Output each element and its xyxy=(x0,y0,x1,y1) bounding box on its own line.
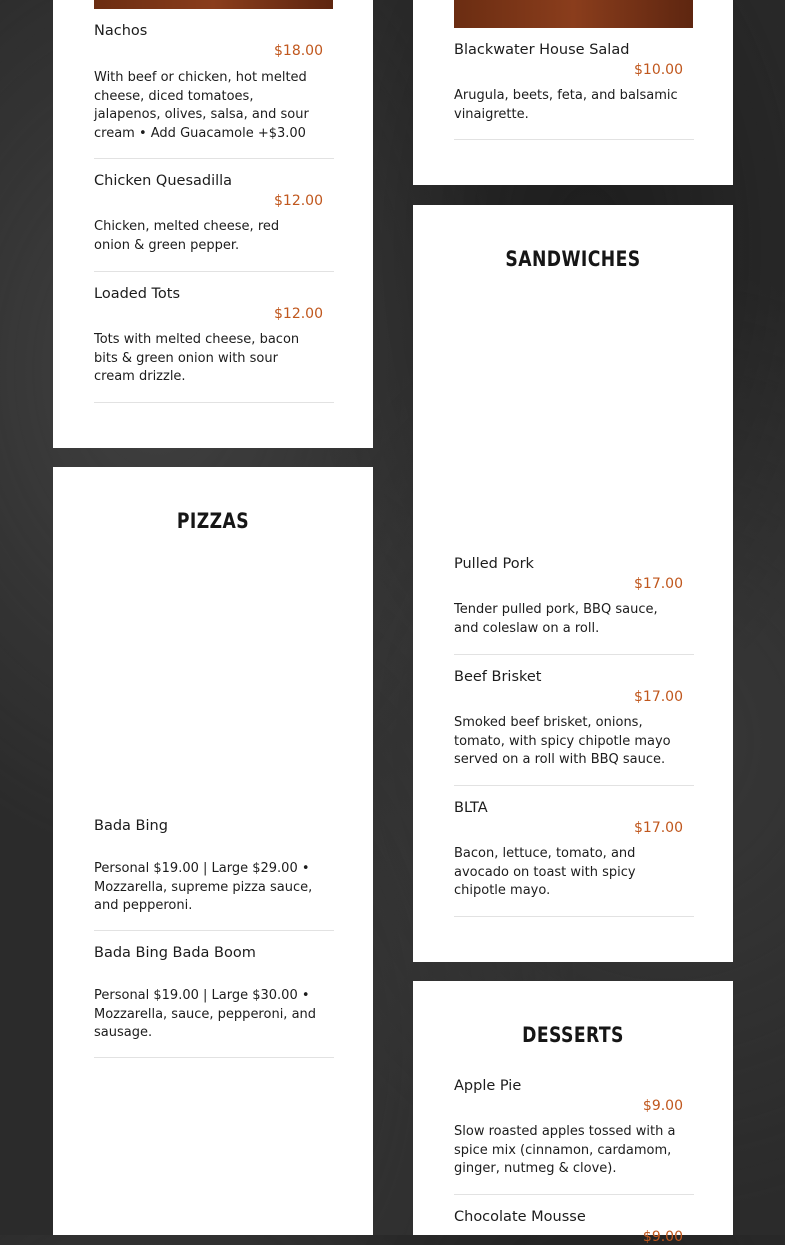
item-price: $12.00 xyxy=(274,306,323,322)
section-title: PIZZAS xyxy=(176,509,250,533)
item-description: Arugula, beets, feta, and balsamic vinaigrette. xyxy=(454,88,678,122)
item-divider xyxy=(94,1057,334,1058)
item-price: $10.00 xyxy=(634,62,683,78)
item-price: $17.00 xyxy=(634,689,683,705)
item-name: Nachos xyxy=(94,23,148,39)
sandwiches-card xyxy=(413,205,733,962)
item-description: Tender pulled pork, BBQ sauce, and coleslaw on a roll. xyxy=(454,602,658,636)
item-price: $17.00 xyxy=(634,820,683,836)
appetizers-card xyxy=(53,0,373,448)
pizzas-card xyxy=(53,467,373,1235)
section-title: SANDWICHES xyxy=(505,247,641,271)
item-description: Chicken, melted cheese, red onion & green pepper. xyxy=(94,219,280,253)
item-divider xyxy=(454,916,694,917)
item-price: $9.00 xyxy=(642,1098,683,1114)
item-description: Slow roasted apples tossed with a spice mix (cinnamon, cardamom, ginger, nutmeg & clove). xyxy=(454,1124,676,1176)
item-divider xyxy=(94,402,334,403)
desserts-card xyxy=(413,981,733,1245)
item-name: Apple Pie xyxy=(454,1078,522,1094)
section-title: DESSERTS xyxy=(522,1023,624,1047)
item-price: $9.00 xyxy=(642,1229,683,1245)
item-divider xyxy=(454,654,694,655)
item-divider xyxy=(94,930,334,931)
item-name: Chicken Quesadilla xyxy=(94,173,233,189)
item-name: Blackwater House Salad xyxy=(454,42,630,58)
item-divider xyxy=(94,158,334,159)
item-divider xyxy=(94,271,334,272)
item-description: Personal $19.00 | Large $30.00 • Mozzarella, sauce, pepperoni, and sausage. xyxy=(94,988,317,1040)
item-description: Bacon, lettuce, tomato, and avocado on toast with spicy chipotle mayo. xyxy=(454,846,636,898)
item-name: Chocolate Mousse xyxy=(454,1209,586,1225)
item-divider xyxy=(454,785,694,786)
item-name: Bada Bing Bada Boom xyxy=(94,945,256,961)
item-name: Bada Bing xyxy=(94,818,168,834)
item-name: Loaded Tots xyxy=(94,286,181,302)
salad-photo xyxy=(454,0,693,28)
item-description: Tots with melted cheese, bacon bits & green onion with sour cream drizzle. xyxy=(94,332,300,384)
item-name: Beef Brisket xyxy=(454,669,542,685)
item-name: BLTA xyxy=(454,800,488,816)
nachos-photo xyxy=(94,0,333,9)
item-price: $12.00 xyxy=(274,193,323,209)
item-divider xyxy=(454,1194,694,1195)
item-description: With beef or chicken, hot melted cheese, diced tomatoes, jalapenos, olives, salsa, and sour cream • Add Guacamole +$3.00 xyxy=(94,70,309,141)
item-price: $18.00 xyxy=(274,43,323,59)
item-price: $17.00 xyxy=(634,576,683,592)
item-description: Personal $19.00 | Large $29.00 • Mozzarella, supreme pizza sauce, and pepperoni. xyxy=(94,861,313,913)
item-name: Pulled Pork xyxy=(454,556,534,572)
salads-card xyxy=(413,0,733,185)
item-description: Smoked beef brisket, onions, tomato, with spicy chipotle mayo served on a roll with BBQ sauce. xyxy=(454,715,671,767)
item-divider xyxy=(454,139,694,140)
